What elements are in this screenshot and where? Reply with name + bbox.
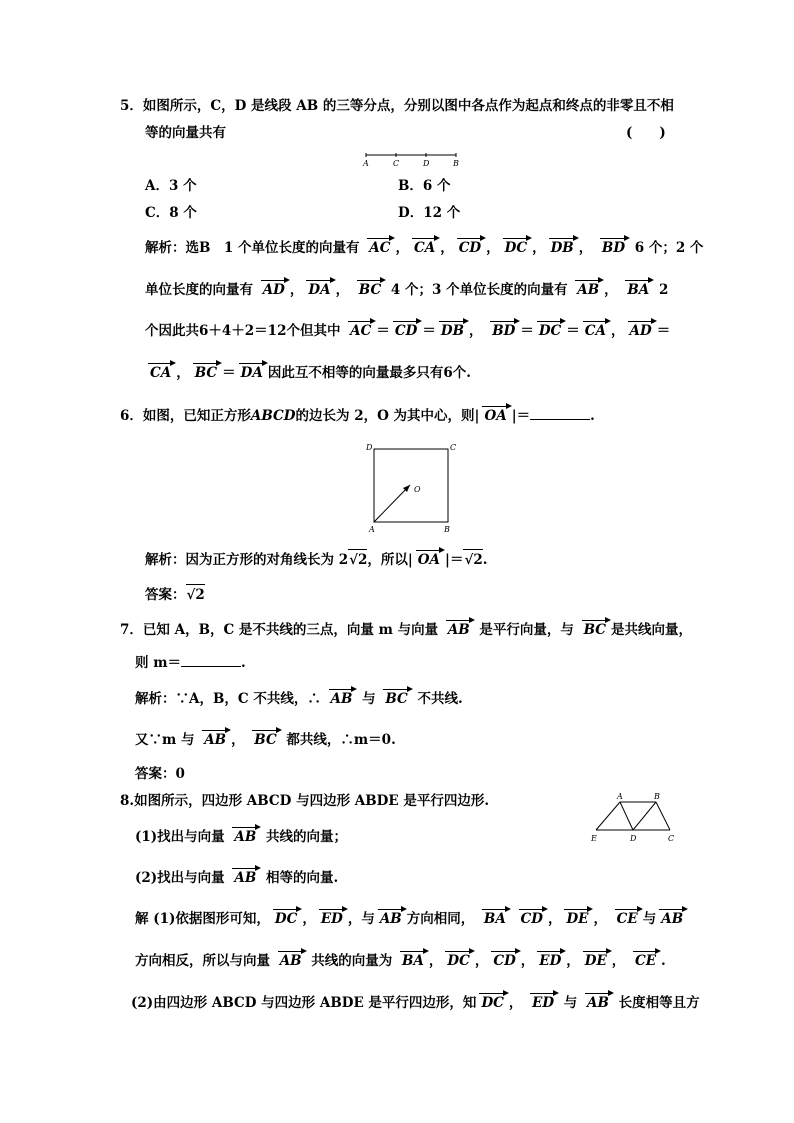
- vector-CD: CD: [490, 951, 518, 971]
- vector-BA: BA: [624, 280, 652, 300]
- text: 2: [658, 282, 669, 298]
- text: |＝: [511, 408, 531, 424]
- q5-solution-line2: 单位长度的向量有 AD ， DA ， BC 4 个；3 个单位长度的向量有 AB ， BA 2: [145, 282, 669, 298]
- q7-stem-line1: [120, 620, 692, 640]
- vector-BD: BD: [489, 321, 518, 341]
- q8-stem: 8.如图所示，四边形 ABCD 与四边形 ABDE 是平行四边形.: [120, 793, 490, 809]
- label-C: C: [450, 443, 457, 452]
- text: 4 个；3 个单位长度的向量有: [390, 282, 568, 298]
- vector-DA: DA: [305, 280, 333, 300]
- vector-AB: AB: [231, 827, 259, 847]
- vector-OA: OA: [415, 550, 443, 570]
- vector-CE: CE: [632, 951, 659, 971]
- vector-AD: AD: [627, 321, 655, 341]
- text: 方向相同，: [406, 911, 475, 927]
- q5-segment-figure: [360, 150, 465, 170]
- sqrt-symbol: √2: [348, 549, 367, 570]
- q7-solution-line2: [135, 730, 396, 750]
- vector-CD: CD: [518, 909, 546, 929]
- q6-square-figure: [362, 438, 462, 538]
- q5-option-b: B．6 个: [398, 178, 451, 194]
- text: ABCD: [250, 408, 296, 424]
- text: 不共线.: [417, 691, 463, 707]
- vector-BA: BA: [399, 951, 427, 971]
- text: 共线的向量；: [265, 829, 347, 845]
- vector-AB: AB: [328, 689, 356, 709]
- text: 都共线，∴m＝0.: [286, 732, 396, 748]
- label-C: C: [393, 159, 400, 168]
- label-B: B: [654, 792, 660, 801]
- vector-BC: BC: [192, 363, 220, 383]
- text: 6 个；2 个: [634, 240, 704, 256]
- text: 又∵m 与: [135, 732, 195, 748]
- q5-solution-line3: 个因此共6＋4＋2＝12个但其中 AC ＝ CD ＝ DB ， BD ＝ DC ＝ CA ， AD ＝: [145, 323, 671, 339]
- text: 解析：∵A，B，C 不共线，∴: [135, 691, 321, 707]
- q8-part2: [135, 868, 338, 888]
- q5-option-d: D．12 个: [398, 205, 461, 221]
- answer-blank: [530, 407, 590, 420]
- text: 的边长为 2，O 为其中心，则|: [295, 408, 480, 424]
- label-A: A: [369, 525, 375, 534]
- text: (2)由四边形 ABCD 与四边形 ABDE 是平行四边形，知: [131, 995, 477, 1011]
- sqrt-symbol: √2: [186, 584, 205, 605]
- q6-solution: [145, 549, 487, 570]
- q8-solution-line3: (2)由四边形 ABCD 与四边形 ABDE 是平行四边形，知 DC ， ED 与 AB 长度相等且方: [131, 995, 700, 1011]
- q6-answer: [145, 584, 205, 605]
- text: ，所以|: [367, 552, 413, 568]
- vector-BC: BC: [251, 730, 279, 750]
- vector-CA: CA: [147, 363, 174, 383]
- vector-BD: BD: [599, 238, 628, 258]
- vector-BA: BA: [481, 909, 509, 929]
- vector-AB: AB: [584, 993, 612, 1013]
- text: 答案：: [145, 587, 186, 603]
- vector-DE: DE: [582, 951, 610, 971]
- vector-CD: CD: [456, 238, 484, 258]
- label-A: A: [617, 792, 623, 801]
- text: ，: [231, 732, 245, 748]
- vector-DC: DC: [502, 238, 530, 258]
- q5-option-c: C．8 个: [145, 205, 197, 221]
- vector-DC: DC: [478, 993, 506, 1013]
- vector-AC: AC: [366, 238, 393, 258]
- vector-AB: AB: [658, 909, 686, 929]
- text: 个因此共6＋4＋2＝12个但其中: [145, 323, 341, 339]
- vector-DE: DE: [563, 909, 591, 929]
- vector-AD: AD: [260, 280, 288, 300]
- vector-DC: DC: [444, 951, 472, 971]
- q5-option-a: A．3 个: [145, 178, 197, 194]
- vector-AB: AB: [277, 951, 305, 971]
- text: 是共线向量，: [611, 622, 693, 638]
- vector-AC: AC: [347, 321, 374, 341]
- vector-AB: AB: [231, 868, 259, 888]
- vector-BC: BC: [581, 620, 609, 640]
- vector-DC: DC: [536, 321, 564, 341]
- vector-DB: DB: [548, 238, 577, 258]
- vector-CA: CA: [411, 238, 438, 258]
- vector-CD: CD: [392, 321, 420, 341]
- vector-ED: ED: [529, 993, 557, 1013]
- q5-stem-line2: 等的向量共有: [145, 125, 226, 141]
- vector-AB: AB: [201, 730, 229, 750]
- sqrt-symbol: √2: [463, 549, 482, 570]
- q8-solution-line1: 解 (1)依据图形可知， DC ， ED ，与 AB 方向相同， BA CD ， DE ， CE 与 AB: [135, 909, 688, 929]
- text: 6．如图，已知正方形: [120, 408, 251, 424]
- text: 与: [362, 691, 376, 707]
- label-D: D: [423, 159, 430, 168]
- vector-CA: CA: [582, 321, 609, 341]
- q6-stem: 6．如图，已知正方形ABCD的边长为 2，O 为其中心，则| OA |＝ .: [120, 408, 595, 424]
- label-B: B: [444, 525, 450, 534]
- vector-BC: BC: [382, 689, 410, 709]
- q7-solution-line1: [135, 689, 463, 709]
- answer-blank: [181, 654, 241, 667]
- q5-stem-line1: 5．如图所示，C，D 是线段 AB 的三等分点，分别以图中各点作为起点和终点的非零且不相: [120, 98, 674, 114]
- text: 7．已知 A，B，C 是不共线的三点，向量 m 与向量: [120, 622, 439, 638]
- label-C: C: [668, 834, 675, 843]
- text: 方向相反，所以与向量: [135, 953, 270, 969]
- text: 解析：选B 1 个单位长度的向量有: [145, 240, 360, 256]
- q5-solution-line1: 解析：选B 1 个单位长度的向量有 AC ， CA ， CD ， DC ， DB ， BD 6 个；2 个: [145, 240, 704, 256]
- q8-solution-line2: 方向相反，所以与向量 AB 共线的向量为 BA ， DC ， CD ， ED ， DE ， CE .: [135, 953, 666, 969]
- text: 相等的向量.: [265, 870, 339, 886]
- label-D: D: [366, 443, 373, 452]
- label-D: D: [630, 834, 637, 843]
- text: (1)找出与向量: [135, 829, 225, 845]
- q8-part1: [135, 827, 347, 847]
- label-O: O: [414, 485, 421, 494]
- q8-parallelogram-figure: [586, 790, 682, 846]
- text: 是平行向量，与: [479, 622, 574, 638]
- text: 共线的向量为: [311, 953, 393, 969]
- text: 单位长度的向量有: [145, 282, 253, 298]
- vector-DC: DC: [272, 909, 300, 929]
- vector-CE: CE: [614, 909, 641, 929]
- vector-DA: DA: [238, 363, 266, 383]
- vector-OA: OA: [481, 406, 509, 426]
- vector-ED: ED: [318, 909, 346, 929]
- text: 解析：因为正方形的对角线长为 2: [145, 552, 349, 568]
- text: 则 m＝: [135, 655, 181, 671]
- vector-AB: AB: [445, 620, 473, 640]
- text: 解 (1)依据图形可知，: [135, 911, 270, 927]
- vector-DB: DB: [438, 321, 467, 341]
- text: 长度相等且方: [618, 995, 700, 1011]
- vector-ED: ED: [536, 951, 564, 971]
- vector-AB: AB: [377, 909, 405, 929]
- label-B: B: [453, 159, 459, 168]
- label-E: E: [591, 834, 597, 843]
- q5-solution-line4: CA ， BC ＝ DA 因此互不相等的向量最多只有6个.: [145, 363, 471, 383]
- label-A: A: [363, 159, 369, 168]
- q7-answer: 答案：0: [135, 766, 185, 782]
- text: .: [482, 552, 488, 568]
- text: |＝: [445, 552, 464, 568]
- q7-stem-line2: 则 m＝ .: [135, 655, 246, 671]
- text: (2)找出与向量: [135, 870, 225, 886]
- vector-AB: AB: [574, 280, 602, 300]
- q5-answer-paren: ( ): [626, 125, 666, 141]
- text: 与: [563, 995, 578, 1011]
- text: ，与: [347, 911, 375, 927]
- vector-BC: BC: [356, 280, 384, 300]
- text: 因此互不相等的向量最多只有6个.: [267, 365, 471, 381]
